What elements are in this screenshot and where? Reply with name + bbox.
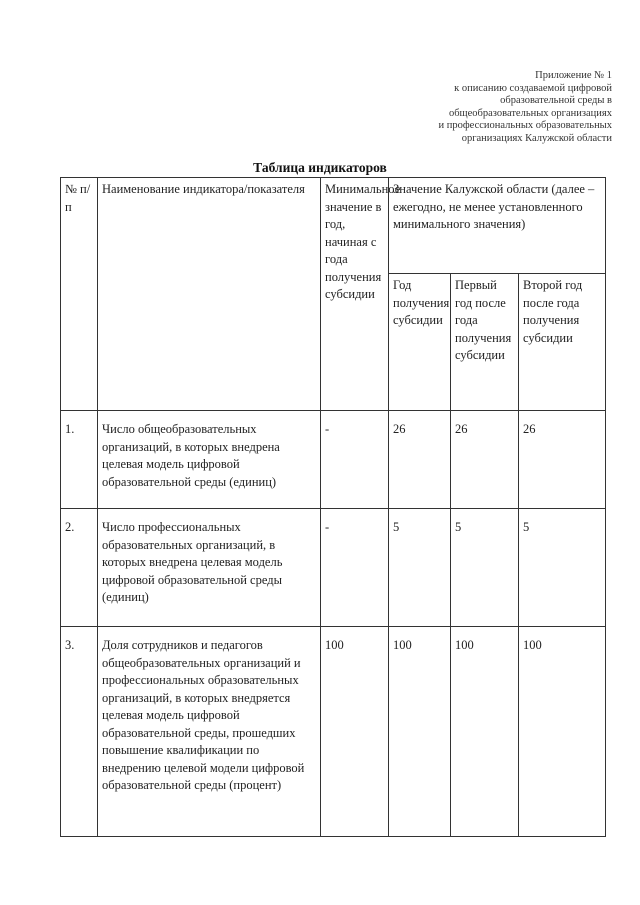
header-name: Наименование индикатора/показателя	[98, 178, 321, 411]
table-row	[61, 627, 606, 837]
page-title: Таблица индикаторов	[253, 160, 387, 175]
row-num: 1.	[61, 411, 98, 509]
row-year: 100	[389, 627, 451, 837]
row-name: Доля сотрудников и педагогов общеобразовательных организаций и профессиональных образовательных организаций, в которых внедряется целевая модель цифровой образовательной среды, прошедших повышение квалификации по внедрению целевой модели цифровой образовательной среды (процент)	[98, 627, 321, 837]
appendix-line: Приложение № 1	[535, 70, 612, 81]
row-min: -	[321, 411, 389, 509]
table-header-row	[61, 178, 606, 274]
header-second-year-after: Второй год после года получения субсидии	[519, 274, 606, 411]
header-region-value: Значение Калужской области (далее – ежегодно, не менее установленного минимального значения)	[389, 178, 606, 274]
row-year: 5	[389, 509, 451, 627]
header-num: № п/п	[61, 178, 98, 411]
row-second: 26	[519, 411, 606, 509]
row-first: 5	[451, 509, 519, 627]
header-year-received: Год получения субсидии	[389, 274, 451, 411]
row-first: 26	[451, 411, 519, 509]
header-first-year-after: Первый год после года получения субсидии	[451, 274, 519, 411]
appendix-line: и профессиональных образовательных	[438, 120, 612, 131]
appendix-line: общеобразовательных организациях	[448, 107, 612, 119]
table-row	[61, 509, 606, 627]
row-num: 3.	[61, 627, 98, 837]
row-second: 5	[519, 509, 606, 627]
row-name: Число общеобразовательных организаций, в которых внедрена целевая модель цифровой образовательной среды (единиц)	[98, 411, 321, 509]
row-second: 100	[519, 627, 606, 837]
row-min: -	[321, 509, 389, 627]
row-name: Число профессиональных образовательных организаций, в которых внедрена целевая модель цифровой образовательной среды (единиц)	[98, 509, 321, 627]
appendix-line: образовательной среды в	[500, 95, 612, 106]
row-year: 26	[389, 411, 451, 509]
appendix-line: организациях Калужской области	[461, 132, 612, 144]
header-min-value: Минимальное значение в год, начиная с года получения субсидии	[321, 178, 389, 411]
row-num: 2.	[61, 509, 98, 627]
appendix-line: к описанию создаваемой цифровой	[454, 82, 612, 94]
row-first: 100	[451, 627, 519, 837]
indicators-table	[60, 177, 606, 837]
table-row	[61, 411, 606, 509]
row-min: 100	[321, 627, 389, 837]
appendix-note	[439, 70, 612, 145]
